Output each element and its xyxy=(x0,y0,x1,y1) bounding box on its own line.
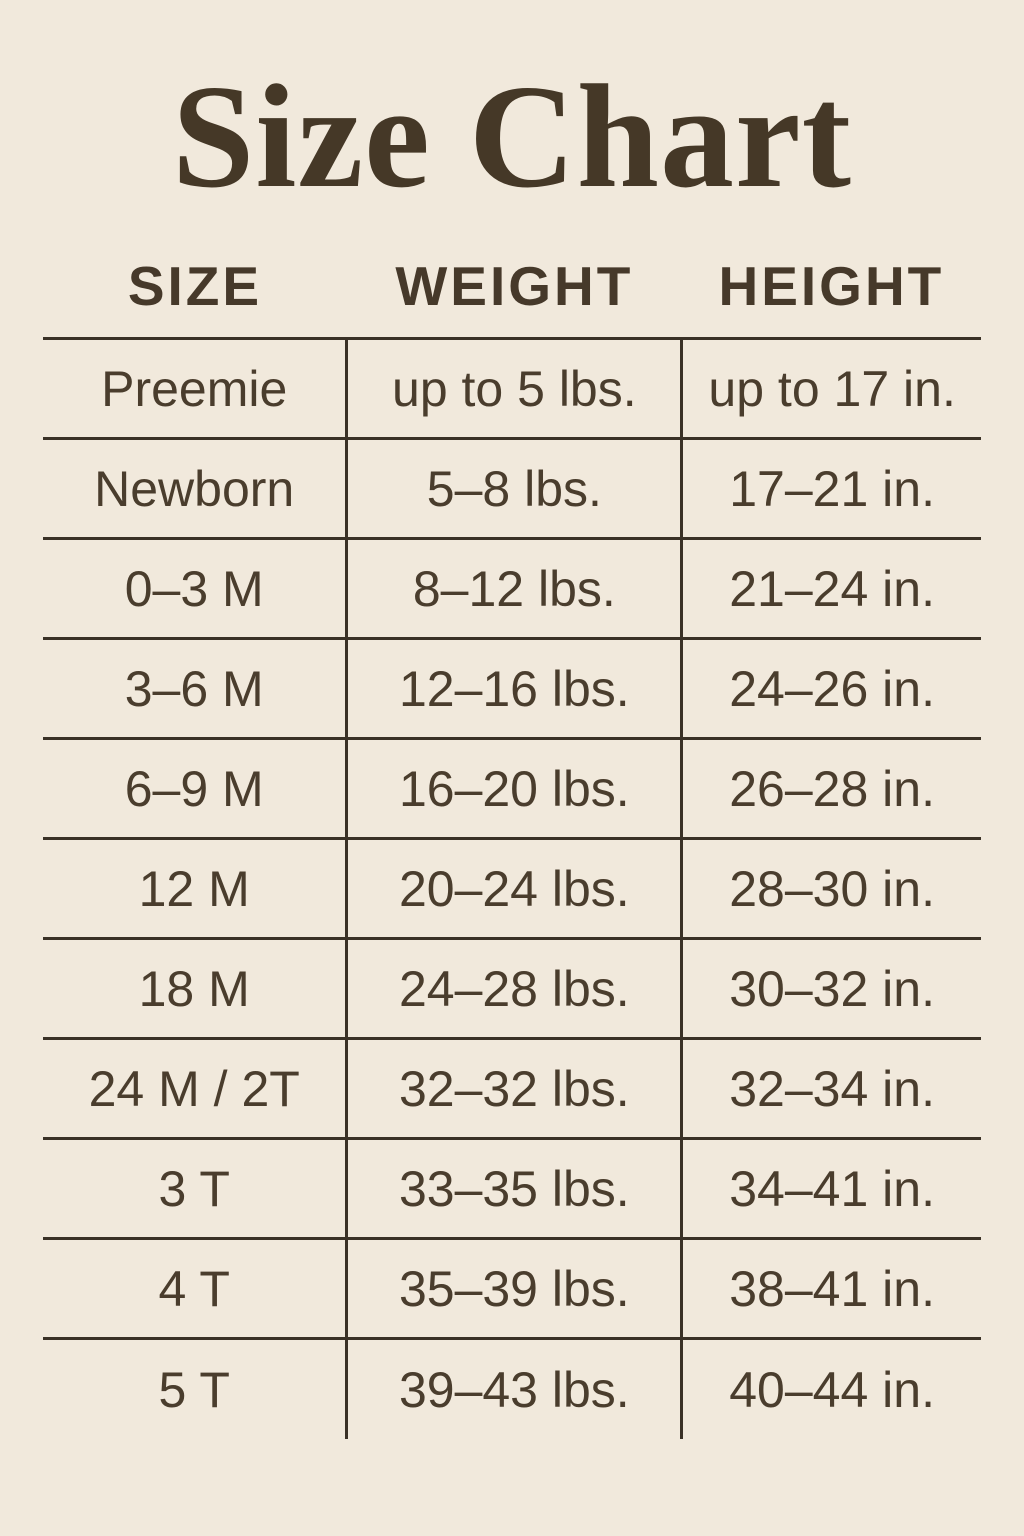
weight-cell: up to 5 lbs. xyxy=(347,339,682,439)
weight-cell: 33–35 lbs. xyxy=(347,1139,682,1239)
size-cell: 24 M / 2T xyxy=(43,1039,347,1139)
size-cell: Newborn xyxy=(43,439,347,539)
size-cell: 0–3 M xyxy=(43,539,347,639)
height-cell: up to 17 in. xyxy=(682,339,981,439)
size-cell: 6–9 M xyxy=(43,739,347,839)
height-cell: 40–44 in. xyxy=(682,1339,981,1439)
height-cell: 24–26 in. xyxy=(682,639,981,739)
table-row xyxy=(43,839,981,939)
table-row xyxy=(43,1039,981,1139)
table-row xyxy=(43,1339,981,1439)
weight-cell: 35–39 lbs. xyxy=(347,1239,682,1339)
weight-cell: 20–24 lbs. xyxy=(347,839,682,939)
size-cell: Preemie xyxy=(43,339,347,439)
weight-cell: 24–28 lbs. xyxy=(347,939,682,1039)
weight-cell: 12–16 lbs. xyxy=(347,639,682,739)
height-cell: 21–24 in. xyxy=(682,539,981,639)
column-header-weight: WEIGHT xyxy=(347,235,682,339)
weight-cell: 5–8 lbs. xyxy=(347,439,682,539)
table-row xyxy=(43,1139,981,1239)
size-table-body xyxy=(43,339,981,1439)
weight-cell: 32–32 lbs. xyxy=(347,1039,682,1139)
height-cell: 38–41 in. xyxy=(682,1239,981,1339)
weight-cell: 8–12 lbs. xyxy=(347,539,682,639)
size-cell: 18 M xyxy=(43,939,347,1039)
page-title: Size Chart xyxy=(172,55,852,219)
height-cell: 28–30 in. xyxy=(682,839,981,939)
height-cell: 26–28 in. xyxy=(682,739,981,839)
table-row xyxy=(43,739,981,839)
size-cell: 12 M xyxy=(43,839,347,939)
size-cell: 4 T xyxy=(43,1239,347,1339)
size-cell: 5 T xyxy=(43,1339,347,1439)
size-table xyxy=(43,235,981,1439)
table-row xyxy=(43,1239,981,1339)
height-cell: 30–32 in. xyxy=(682,939,981,1039)
size-cell: 3 T xyxy=(43,1139,347,1239)
size-cell: 3–6 M xyxy=(43,639,347,739)
table-row xyxy=(43,339,981,439)
table-row xyxy=(43,939,981,1039)
table-row xyxy=(43,539,981,639)
height-cell: 32–34 in. xyxy=(682,1039,981,1139)
table-row xyxy=(43,639,981,739)
table-header-row xyxy=(43,235,981,339)
weight-cell: 16–20 lbs. xyxy=(347,739,682,839)
weight-cell: 39–43 lbs. xyxy=(347,1339,682,1439)
height-cell: 34–41 in. xyxy=(682,1139,981,1239)
table-row xyxy=(43,439,981,539)
column-header-size: SIZE xyxy=(43,235,347,339)
column-header-height: HEIGHT xyxy=(682,235,981,339)
height-cell: 17–21 in. xyxy=(682,439,981,539)
